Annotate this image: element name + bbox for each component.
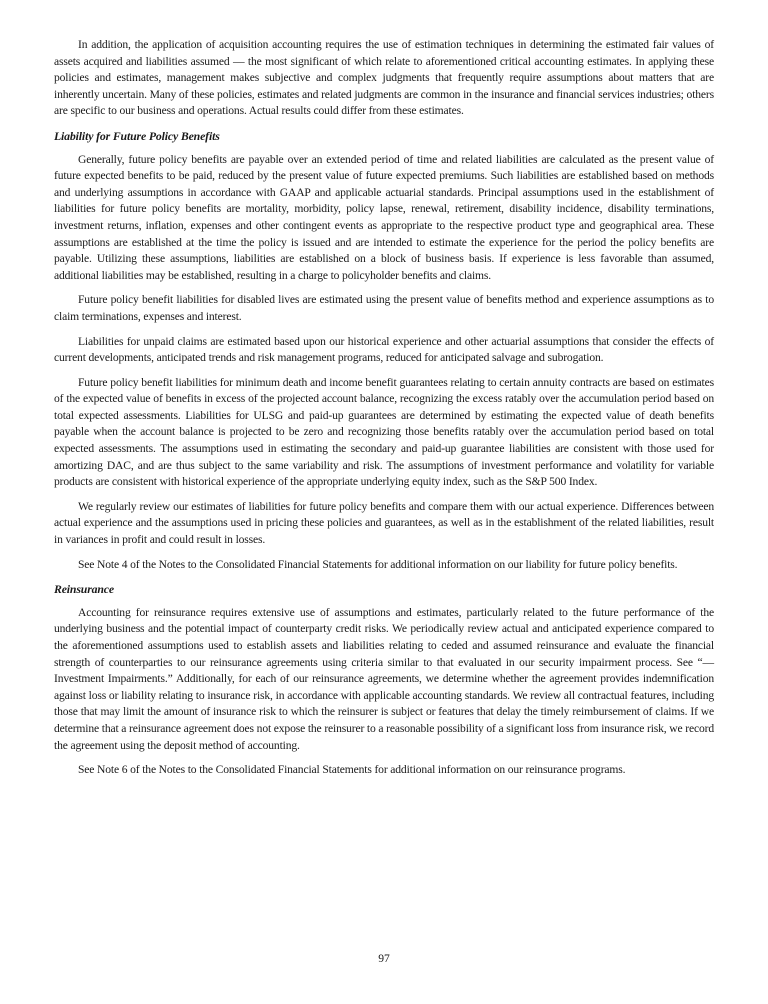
paragraph-future-policy-benefits-general: Generally, future policy benefits are payable over an extended period of time and related liabilities are calculated as the present value of future expected benefits to be paid, reduced by the present value of future expected premiums. Such liabilities are established based on methods and underlying assumptions in accordance with GAAP and applicable actuarial standards. Principal assumptions used in the establishment of liabilities for future policy benefits are mortality, morbidity, policy lapse, renewal, retirement, disability incidence, disability terminations, investment returns, inflation, expenses and other contingent events as appropriate to the respective product type and geographical area. These assumptions are established at the time the policy is issued and are intended to estimate the experience for the period the policy benefits are payable. Utilizing these assumptions, liabilities are established on a block of business basis. If experience is less favorable than assumed, additional liabilities may be established, resulting in a charge to policyholder benefits and claims.	[54, 152, 714, 282]
paragraph-review-estimates: We regularly review our estimates of liabilities for future policy benefits and compare them with our actual experience. Differences between actual experience and the assumptions used in pricing these policies and guarantees, as well as in the establishment of the related liabilities, result in variances in profit and could result in losses.	[54, 499, 714, 547]
page-number: 97	[378, 952, 390, 965]
paragraph-see-note-4: See Note 4 of the Notes to the Consolidated Financial Statements for additional information on our liability for future policy benefits.	[78, 557, 678, 571]
paragraph-disabled-lives: Future policy benefit liabilities for disabled lives are estimated using the present value of benefits method and experience assumptions as to claim terminations, expenses and interest.	[54, 293, 714, 323]
paragraph-unpaid-claims: Liabilities for unpaid claims are estimated based upon our historical experience and other actuarial assumptions that consider the effects of current developments, anticipated trends and risk management programs, reduced for anticipated salvage and subrogation.	[54, 334, 714, 365]
section-heading-reinsurance: Reinsurance	[54, 582, 114, 597]
paragraph-see-note-6: See Note 6 of the Notes to the Consolidated Financial Statements for additional information on our reinsurance programs.	[78, 763, 626, 777]
paragraph-reinsurance-accounting: Accounting for reinsurance requires extensive use of assumptions and estimates, particularly related to the future performance of the underlying business and the potential impact of counterparty credit risks. We periodically review actual and anticipated experience compared to the aforementioned assumptions used to establish assets and liabilities relating to ceded and assumed reinsurance and evaluate the financial strength of counterparties to our reinsurance agreements using criteria similar to that evaluated in our security impairment process. See “— Investment Impairments.” Additionally, for each of our reinsurance agreements, we determine whether the agreement provides indemnification against loss or liability relating to insurance risk, in accordance with applicable accounting standards. We review all contractual features, including those that may limit the amount of insurance risk to which the reinsurer is subject or features that delay the timely reimbursement of claims. If we determine that a reinsurance agreement does not expose the reinsurer to a reasonable possibility of a significant loss from insurance risk, we record the agreement using the deposit method of accounting.	[54, 605, 714, 752]
section-heading-liability-future-policy-benefits: Liability for Future Policy Benefits	[54, 128, 220, 143]
document-page	[54, 37, 714, 787]
paragraph-minimum-benefit-guarantees: Future policy benefit liabilities for minimum death and income benefit guarantees relating to certain annuity contracts are based on estimates of the expected value of benefits in excess of the projected account balance, recognizing the excess ratably over the accumulation period based on total expected assessments. Liabilities for ULSG and paid-up guarantees are determined by estimating the expected value of death benefits payable when the account balance is projected to be zero and recognizing those benefits ratably over the accumulation period based on total expected assessments. The assumptions used in estimating the secondary and paid-up guarantee liabilities are consistent with those used for amortizing DAC, and are thus subject to the same variability and risk. The assumptions of investment performance and volatility for variable products are consistent with historical experience of the appropriate underlying equity index, such as the S&P 500 Index.	[54, 375, 714, 489]
paragraph-acquisition-accounting: In addition, the application of acquisition accounting requires the use of estimation techniques in determining the estimated fair values of assets acquired and liabilities assumed — the most significant of which relate to aforementioned critical accounting estimates. In applying these policies and estimates, management makes subjective and complex judgments that frequently require assumptions about matters that are inherently uncertain. Many of these policies, estimates and related judgments are common in the insurance and financial services industries; others are specific to our business and operations. Actual results could differ from these estimates.	[54, 38, 714, 118]
